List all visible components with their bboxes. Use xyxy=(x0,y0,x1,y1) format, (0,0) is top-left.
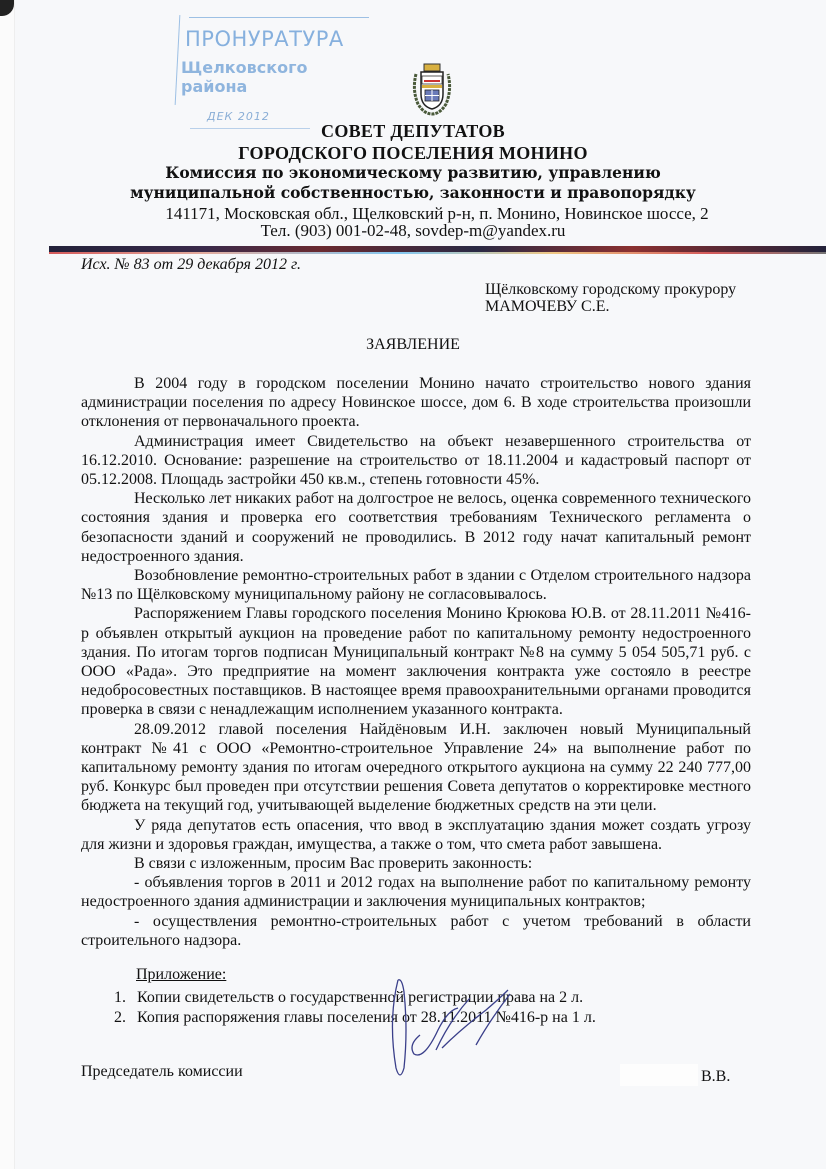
handwritten-signature xyxy=(300,950,560,1090)
redacted-surname xyxy=(620,1064,698,1086)
org-name-line1: СОВЕТ ДЕПУТАТОВ xyxy=(321,121,505,141)
commission-line1: Комиссия по экономическому развитию, управлению xyxy=(165,163,661,182)
paragraph: Возобновление ремонтно-строительных работ в здании с Отделом строительного надзора №13 по Щёлковскому муниципальному району не согласовывалось. xyxy=(81,567,751,604)
attachment-text: Копия распоряжения главы поселения от 28.11.2011 №416-р на 1 л. xyxy=(137,1008,596,1026)
attachments-heading: Приложение: xyxy=(136,966,227,983)
org-address: 141171, Московская обл., Щелковский р-н, п. Монино, Новинское шоссе, 2 xyxy=(165,204,709,223)
attachment-text: Копии свидетельств о государственной регистрации права на 2 л. xyxy=(137,989,584,1006)
coat-of-arms-icon xyxy=(410,60,454,116)
stamp-line2: Щелковского района xyxy=(181,58,308,96)
paragraph: - объявления торгов в 2011 и 2012 годах на выполнение работ по капитальному ремонту недостроенного здания администрации и заключения муниципальных контрактов; xyxy=(81,874,751,911)
stamp-line1: ПРОНУРАТУРА xyxy=(185,27,344,51)
document-title: ЗАЯВЛЕНИЕ xyxy=(366,336,460,353)
paragraph: 28.09.2012 главой поселения Найдёновым И.Н. заключен новый Муниципальный контракт №41 с ООО «Ремонтно-строительное Управление 24» на выполнение работ по капитальному ремонту здания по итогам очередного открытого аукциона на сумму 22 240 777,00 руб. Конкурс был проведен при отсутствии решения Совета депутатов о корректировке местного бюджета на текущий год, учитывающей выделение бюджетных средств на эти цели. xyxy=(81,720,751,815)
signatory-role: Председатель комиссии xyxy=(81,1063,243,1080)
commission-line2: муниципальной собственностью, законности и правопорядку xyxy=(130,183,696,202)
paragraph: В 2004 году в городском поселении Монино начато строительство нового здания администрации поселения по адресу Новинское шоссе, дом 6. В ходе строительства произошли отклонения от первоначального проекта. xyxy=(81,375,751,431)
paragraph: В связи с изложенным, просим Вас проверить законность: xyxy=(134,855,533,873)
org-name-line2: ГОРОДСКОГО ПОСЕЛЕНИЯ МОНИНО xyxy=(238,143,588,163)
outgoing-reference: Исх. № 83 от 29 декабря 2012 г. xyxy=(81,256,301,273)
stamp-date: ДЕК 2012 xyxy=(207,110,270,123)
prosecutor-stamp xyxy=(171,15,367,96)
paragraph: Несколько лет никаких работ на долгострое не велось, оценка современного технического состояния здания и проверка его соответствия требованиям Технического регламента о безопасности зданий и сооружений не проводились. В 2012 году начат капитальный ремонт недостроенного здания. xyxy=(81,490,751,565)
addressee-name: МАМОЧЕВУ С.Е. xyxy=(485,298,610,315)
addressee-title: Щёлковскому городскому прокурору xyxy=(485,281,737,298)
document-body xyxy=(81,374,751,950)
paragraph: У ряда депутатов есть опасения, что ввод в эксплуатацию здания может создать угрозу для жизни и здоровья граждан, имущества, а также о том, что смета работ завышена. xyxy=(81,816,751,853)
signatory-initials: В.В. xyxy=(701,1068,731,1085)
attachment-number: 1. xyxy=(114,989,126,1006)
stamp-frame-top xyxy=(189,17,369,18)
org-contacts: Тел. (903) 001-02-48, sovdep-m@yandex.ru xyxy=(260,221,566,240)
attachment-number: 2. xyxy=(114,1008,126,1026)
paragraph: Администрация имеет Свидетельство на объект незавершенного строительства от 16.12.2010. Основание: разрешение на строительство от 18.11.2004 и кадастровый паспорт от 05.12.2008. Площадь застройки 450 кв.м., степень готовности 45%. xyxy=(81,432,751,489)
paragraph: - осуществления ремонтно-строительных работ с учетом требований в области строительного надзора. xyxy=(81,912,751,949)
paragraph: Распоряжением Главы городского поселения Монино Крюкова Ю.В. от 28.11.2011 №416-р объявлен открытый аукцион на проведение работ по капитальному ремонту недостроенного здания. По итогам торгов подписан Муниципальный контракт №8 на сумму 5 054 505,71 руб. с ООО «Рада». Это предприятие на момент заключения контракта уже состояло в реестре недобросовестных поставщиков. В настоящее время правоохранительными органами проводится проверка в связи с ненадлежащим исполнением указанного контракта. xyxy=(81,605,751,719)
stamp-frame-left xyxy=(175,15,181,105)
letterhead-divider-accent xyxy=(49,252,826,254)
